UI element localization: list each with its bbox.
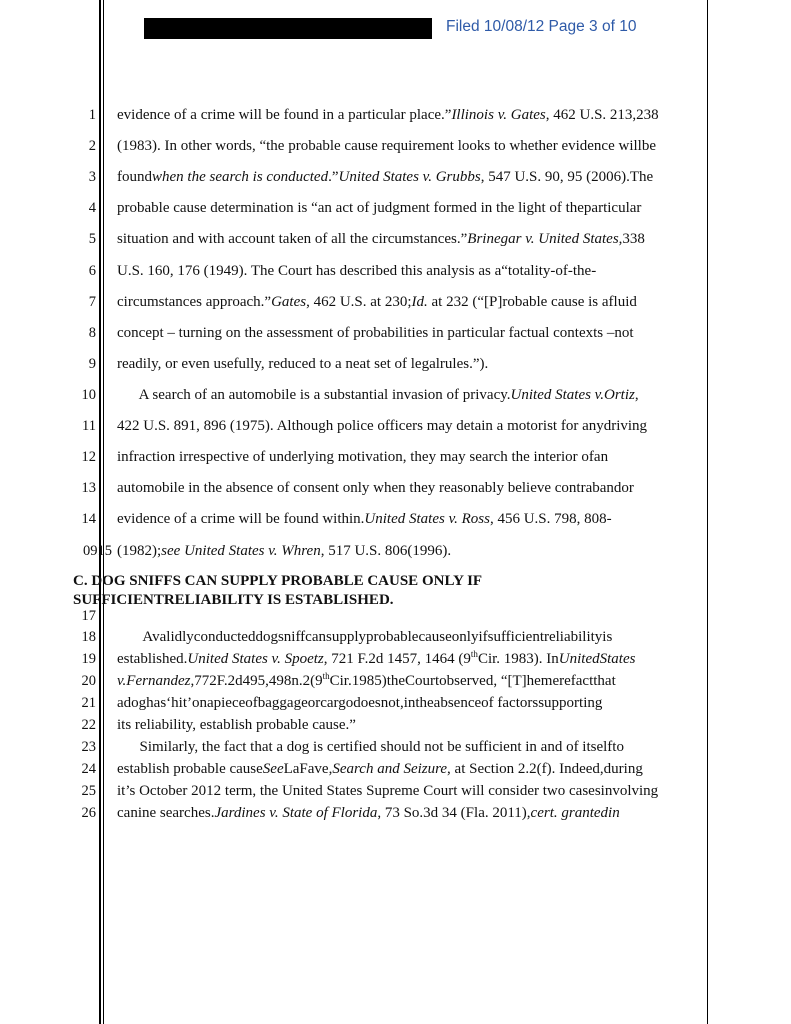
text-run: established. [117,651,188,667]
text-run: , 517 U.S. 806(1996). [320,543,452,559]
line-number: 12 [81,449,96,465]
text-run: evidence of a crime will be found within. [117,511,365,527]
line-number: 17 [81,608,96,624]
text-run: 422 U.S. 891, 896 (1975). Although police officers may detain a motorist for anydriving [117,418,648,434]
citation-italic: Jardines v. State of Florida [214,805,378,821]
text-line [117,716,356,734]
text-run: , [634,387,639,403]
text-run: (1983). In other words, “the probable cause requirement looks to whether evidence willbe [117,138,656,154]
citation-italic: See [262,761,284,777]
line-number: 23 [81,739,96,755]
text-run: A search of an automobile is a substantial invasion of privacy. [117,387,511,403]
text-run: ,338 [618,231,645,247]
text-line [117,106,659,124]
line-number: 5 [88,231,96,247]
text-line [117,782,658,800]
line-number: 24 [81,761,96,777]
line-number: 13 [81,480,96,496]
citation-italic: UnitedStates [558,651,636,667]
text-run: Avalidlyconducteddogsniffcansupplyprobablecauseonlyifsufficientreliabilityis [117,629,613,645]
text-run: it’s October 2012 term, the United States Supreme Court will consider two casesinvolving [117,783,659,799]
citation-italic: v.Fernandez [117,673,191,689]
line-number: 11 [82,418,96,434]
text-run: Cir.1985)theCourtobserved, “[T]hemerefactthat [329,673,616,689]
citation-italic: United States v. Spoetz [187,651,324,667]
text-line [117,324,634,342]
text-run: at 232 (“[P]robable cause is afluid [427,294,637,310]
text-run: concept – turning on the assessment of probabilities in particular factual contexts –not [117,325,634,341]
text-line [117,137,656,155]
text-line [117,672,616,690]
line-number: 25 [81,783,96,799]
text-run: , 462 U.S. at 230; [306,294,412,310]
text-run: adoghas‘hit’onapieceofbaggageorcargodoesnot,intheabsenceof factorssupporting [117,695,603,711]
line-number: 14 [81,511,96,527]
text-run: circumstances approach.” [117,294,272,310]
citation-italic: Id. [411,294,428,310]
text-line [117,355,488,373]
citation-italic: United States v. Grubbs [338,169,481,185]
text-run: Similarly, the fact that a dog is certified should not be sufficient in and of itselfto [117,739,624,755]
citation-italic: Search and Seizure [332,761,448,777]
text-run: (1982); [117,543,162,559]
text-run: , 462 U.S. 213,238 [545,107,659,123]
line-number: 4 [88,200,96,216]
citation-italic: United States v. Ross [364,511,490,527]
line-number: 1 [88,107,96,123]
line-number: 0915 [83,543,112,559]
text-line [117,694,602,712]
text-run: Cir. 1983). In [477,651,559,667]
text-run: canine searches. [117,805,215,821]
filing-header: Filed 10/08/12 Page 3 of 10 [446,18,637,35]
text-run: automobile in the absence of consent only when they reasonably believe contrabandor [117,480,634,496]
citation-italic: cert. grantedin [530,805,620,821]
text-line [117,168,653,186]
redaction-bar [144,18,432,39]
text-run: ,772F.2d495,498n.2(9 [190,673,323,689]
text-run: establish probable cause [117,761,263,777]
text-line [117,417,647,435]
line-number: 26 [81,805,96,821]
citation-italic: when the search is conducted [152,169,329,185]
line-number: 18 [81,629,96,645]
text-run: infraction irrespective of underlying motivation, they may search the interior ofan [117,449,609,465]
line-number: 20 [81,673,96,689]
text-run: readily, or even usefully, reduced to a neat set of legalrules.”). [117,356,489,372]
line-number: 8 [88,325,96,341]
text-run: situation and with account taken of all the circumstances.” [117,231,468,247]
text-line [117,628,612,646]
text-run: probable cause determination is “an act of judgment formed in the light of theparticular [117,200,642,216]
text-run: , 456 U.S. 798, 808- [489,511,612,527]
citation-italic: Gates [271,294,307,310]
line-number: 2 [88,138,96,154]
line-number: 7 [88,294,96,310]
text-run: , at Section 2.2(f). Indeed,during [447,761,643,777]
citation-italic: United States v.Ortiz [510,387,635,403]
text-line [117,738,624,756]
text-run: , 721 F.2d 1457, 1464 (9 [323,651,471,667]
right-margin-rule [707,0,708,1024]
text-run: .” [328,169,339,185]
text-line [117,293,637,311]
citation-italic: Brinegar v. United States [467,231,619,247]
line-number: 9 [88,356,96,372]
left-margin-rule [99,0,101,1024]
citation-italic: see United States v. Whren [161,543,321,559]
text-run: , 73 So.3d 34 (Fla. 2011), [377,805,531,821]
text-run: evidence of a crime will be found in a particular place.” [117,107,452,123]
line-number: 19 [81,651,96,667]
text-run: found [117,169,152,185]
text-line [117,510,612,528]
text-line [117,650,635,668]
section-heading-line-2: SUFFICIENTRELIABILITY IS ESTABLISHED. [73,592,394,608]
text-line [117,760,643,778]
line-number: 3 [88,169,96,185]
line-number [0,572,10,590]
text-run: U.S. 160, 176 (1949). The Court has described this analysis as a“totality-of-the- [117,263,597,279]
text-line [117,804,620,822]
text-line [117,386,639,404]
citation-italic: Illinois v. Gates [451,107,546,123]
superscript: th [470,649,478,659]
text-run: its reliability, establish probable cause.” [117,717,356,733]
line-number: 21 [81,695,96,711]
section-heading-line-1: C. DOG SNIFFS CAN SUPPLY PROBABLE CAUSE ONLY IF [73,573,483,589]
line-number: 22 [81,717,96,733]
superscript: th [322,671,330,681]
left-margin-rule-inner [103,0,104,1024]
text-line [117,448,608,466]
text-run: , 547 U.S. 90, 95 (2006).The [480,169,654,185]
text-line [117,262,596,280]
text-line [117,199,641,217]
text-line [117,230,645,248]
line-number: 10 [81,387,96,403]
text-run: LaFave, [283,761,333,777]
line-number: 6 [88,263,96,279]
text-line [117,542,451,560]
text-line [117,479,634,497]
